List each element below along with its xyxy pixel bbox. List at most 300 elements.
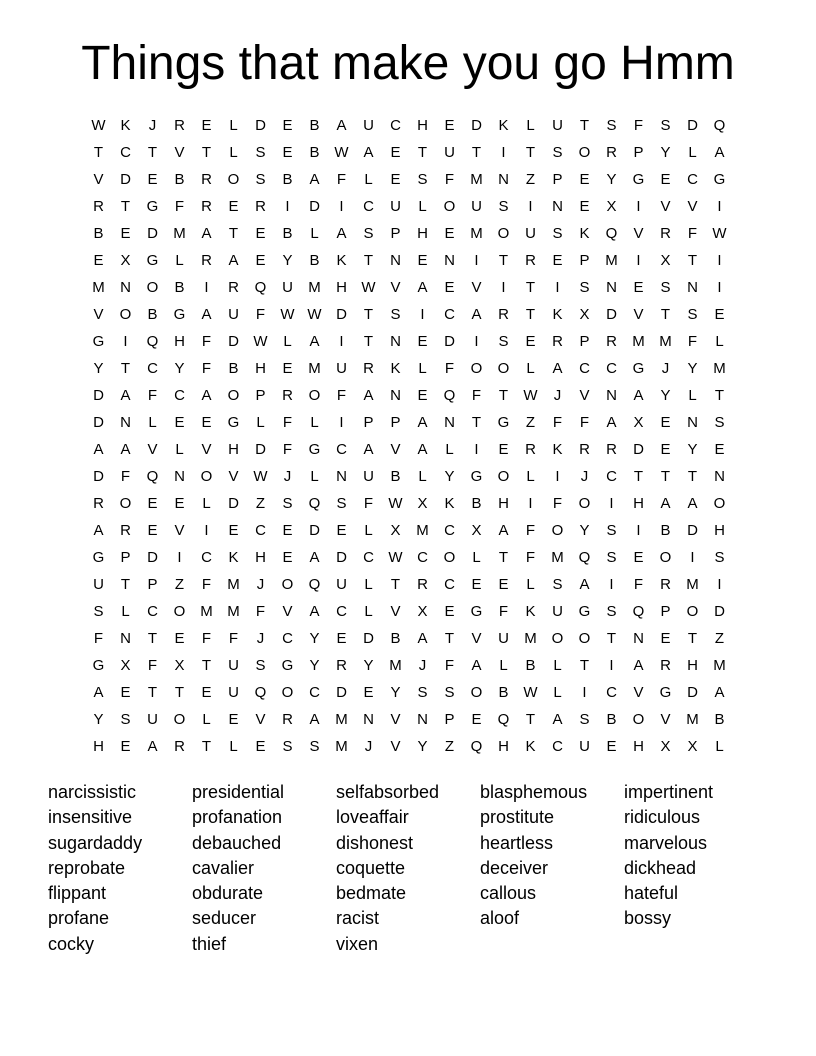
grid-letter: I	[555, 279, 560, 296]
grid-letter: A	[201, 306, 212, 323]
grid-letter: N	[444, 252, 455, 269]
grid-letter: Y	[444, 468, 455, 485]
grid-letter: T	[579, 657, 590, 674]
grid-letter: D	[336, 549, 347, 566]
grid-letter: Q	[146, 468, 159, 485]
grid-letter: U	[444, 144, 455, 161]
grid-letter: Z	[525, 171, 536, 188]
grid-letter: R	[201, 252, 212, 269]
grid-letter: Z	[525, 414, 536, 431]
grid-letter: E	[282, 549, 293, 566]
grid-letter: H	[498, 495, 509, 512]
grid-letter: S	[255, 171, 266, 188]
grid-letter: S	[282, 495, 293, 512]
grid-letter: U	[336, 576, 347, 593]
grid-letter: R	[93, 198, 104, 215]
grid-letter: K	[552, 306, 563, 323]
grid-letter: T	[525, 711, 536, 728]
grid-letter: Y	[606, 171, 617, 188]
grid-letter: G	[227, 414, 240, 431]
grid-letter: B	[390, 468, 401, 485]
grid-letter: V	[390, 738, 401, 755]
grid-letter: I	[528, 495, 533, 512]
grid-letter: D	[255, 117, 266, 134]
grid-letter: W	[253, 333, 268, 350]
grid-letter: F	[336, 387, 347, 404]
grid-letter: F	[201, 576, 212, 593]
grid-letter: A	[417, 414, 428, 431]
grid-letter: T	[498, 252, 509, 269]
grid-letter: D	[147, 225, 158, 242]
grid-letter: O	[497, 225, 510, 242]
grid-letter: T	[687, 252, 698, 269]
grid-letter: E	[120, 738, 131, 755]
grid-letter: R	[606, 144, 617, 161]
grid-letter: V	[660, 198, 671, 215]
grid-letter: S	[606, 603, 617, 620]
grid-letter: X	[471, 522, 482, 539]
word-list-item: dishonest	[336, 832, 414, 853]
grid-letter: B	[525, 657, 536, 674]
grid-letter: B	[606, 711, 617, 728]
grid-letter: E	[228, 198, 239, 215]
grid-letter: D	[471, 117, 482, 134]
grid-letter: I	[501, 279, 506, 296]
grid-letter: L	[526, 468, 535, 485]
grid-letter: I	[123, 333, 128, 350]
word-list-item: cavalier	[192, 857, 255, 878]
grid-letter: J	[148, 117, 157, 134]
grid-letter: T	[228, 225, 239, 242]
grid-letter: E	[471, 711, 482, 728]
grid-letter: G	[470, 468, 483, 485]
grid-letter: F	[525, 549, 536, 566]
grid-letter: S	[552, 144, 563, 161]
grid-letter: O	[470, 684, 483, 701]
grid-letter: D	[363, 630, 374, 647]
grid-row	[85, 409, 733, 436]
grid-letter: R	[579, 441, 590, 458]
grid-letter: L	[418, 198, 427, 215]
grid-letter: O	[173, 603, 186, 620]
word-list-item: impertinent	[624, 782, 714, 802]
grid-letter: E	[255, 738, 266, 755]
grid-letter: E	[93, 252, 104, 269]
grid-letter: Z	[255, 495, 266, 512]
grid-letter: M	[713, 360, 726, 377]
grid-letter: F	[174, 198, 185, 215]
grid-letter: L	[364, 603, 373, 620]
grid-letter: F	[147, 657, 158, 674]
grid-letter: G	[713, 171, 726, 188]
grid-letter: Z	[174, 576, 185, 593]
word-list-item: hateful	[624, 883, 679, 904]
grid-letter: E	[120, 225, 131, 242]
grid-letter: X	[660, 738, 671, 755]
grid-letter: S	[579, 711, 590, 728]
grid-letter: C	[147, 603, 158, 620]
grid-letter: E	[444, 225, 455, 242]
grid-letter: Y	[660, 144, 671, 161]
grid-letter: B	[174, 279, 185, 296]
grid-letter: H	[255, 549, 266, 566]
grid-letter: L	[175, 441, 184, 458]
grid-letter: B	[282, 225, 293, 242]
grid-letter: P	[579, 333, 590, 350]
grid-letter: P	[579, 252, 590, 269]
grid-letter: R	[282, 387, 293, 404]
grid-letter: E	[606, 738, 617, 755]
grid-letter: E	[174, 414, 185, 431]
grid-letter: M	[470, 171, 483, 188]
grid-letter: L	[445, 441, 454, 458]
grid-letter: W	[280, 306, 295, 323]
grid-letter: E	[498, 441, 509, 458]
word-list-column	[48, 780, 192, 957]
grid-letter: A	[309, 333, 320, 350]
grid-letter: L	[364, 576, 373, 593]
grid-letter: N	[714, 468, 725, 485]
word-list-item: ridiculous	[624, 807, 701, 828]
grid-letter: R	[255, 198, 266, 215]
grid-letter: C	[120, 144, 131, 161]
grid-letter: I	[609, 576, 614, 593]
grid-letter: F	[93, 630, 104, 647]
grid-letter: D	[120, 171, 131, 188]
word-list-column	[192, 780, 336, 957]
grid-letter: C	[444, 522, 455, 539]
grid-letter: T	[525, 279, 536, 296]
grid-letter: P	[147, 576, 158, 593]
grid-letter: L	[526, 576, 535, 593]
grid-letter: D	[687, 117, 698, 134]
grid-letter: P	[120, 549, 131, 566]
grid-letter: G	[308, 441, 321, 458]
grid-letter: S	[606, 522, 617, 539]
grid-letter: T	[120, 576, 131, 593]
grid-letter: T	[363, 333, 374, 350]
grid-letter: G	[497, 414, 510, 431]
grid-letter: D	[228, 333, 239, 350]
grid-row	[85, 112, 733, 139]
grid-letter: C	[147, 360, 158, 377]
grid-letter: A	[309, 711, 320, 728]
grid-letter: A	[606, 414, 617, 431]
grid-row	[85, 274, 733, 301]
word-list-item: profanation	[192, 807, 283, 828]
grid-letter: T	[174, 684, 185, 701]
grid-letter: S	[390, 306, 401, 323]
grid-letter: A	[552, 711, 563, 728]
grid-letter: V	[660, 711, 671, 728]
grid-letter: W	[388, 549, 403, 566]
grid-letter: I	[420, 306, 425, 323]
grid-letter: T	[93, 144, 104, 161]
grid-letter: F	[201, 360, 212, 377]
grid-letter: R	[525, 441, 536, 458]
grid-letter: F	[444, 657, 455, 674]
grid-letter: F	[552, 495, 563, 512]
grid-letter: L	[553, 684, 562, 701]
grid-letter: G	[146, 252, 159, 269]
grid-letter: V	[633, 306, 644, 323]
grid-letter: R	[660, 225, 671, 242]
grid-letter: T	[363, 306, 374, 323]
grid-letter: V	[390, 279, 401, 296]
grid-letter: T	[579, 117, 590, 134]
grid-letter: A	[633, 387, 644, 404]
grid-letter: J	[553, 387, 562, 404]
grid-letter: E	[417, 333, 428, 350]
grid-letter: T	[525, 144, 536, 161]
grid-letter: O	[119, 495, 132, 512]
grid-row	[85, 652, 733, 679]
grid-letter: Q	[254, 279, 267, 296]
grid-letter: G	[281, 657, 294, 674]
grid-letter: I	[717, 279, 722, 296]
grid-letter: I	[204, 522, 209, 539]
grid-letter: E	[390, 171, 401, 188]
grid-letter: A	[363, 387, 374, 404]
grid-letter: S	[606, 117, 617, 134]
grid-letter: L	[715, 738, 724, 755]
grid-letter: L	[229, 144, 238, 161]
grid-letter: Y	[390, 684, 401, 701]
grid-letter: B	[93, 225, 104, 242]
grid-letter: M	[470, 225, 483, 242]
grid-letter: T	[363, 252, 374, 269]
grid-letter: K	[525, 603, 536, 620]
grid-letter: A	[120, 387, 131, 404]
grid-letter: R	[660, 576, 671, 593]
grid-letter: P	[390, 225, 401, 242]
grid-letter: T	[660, 468, 671, 485]
grid-letter: K	[525, 738, 536, 755]
grid-letter: S	[444, 684, 455, 701]
grid-row	[85, 301, 733, 328]
word-list-item: prostitute	[480, 807, 555, 828]
grid-letter: L	[364, 171, 373, 188]
grid-letter: O	[308, 387, 321, 404]
grid-letter: Y	[363, 657, 374, 674]
grid-letter: O	[227, 387, 240, 404]
grid-letter: X	[417, 495, 428, 512]
word-list-item: debauched	[192, 832, 282, 853]
word-list-item: vixen	[336, 933, 379, 954]
word-list	[48, 780, 768, 957]
grid-letter: S	[714, 549, 725, 566]
grid-letter: E	[228, 522, 239, 539]
grid-letter: R	[498, 306, 509, 323]
grid-letter: R	[174, 117, 185, 134]
grid-letter: K	[579, 225, 590, 242]
grid-letter: B	[660, 522, 671, 539]
grid-letter: E	[228, 711, 239, 728]
grid-letter: U	[363, 468, 374, 485]
grid-letter: I	[339, 414, 344, 431]
grid-letter: Q	[605, 225, 618, 242]
grid-letter: D	[255, 441, 266, 458]
grid-letter: T	[120, 360, 131, 377]
grid-letter: E	[120, 684, 131, 701]
word-list-item: reprobate	[48, 857, 126, 878]
grid-letter: C	[336, 441, 347, 458]
grid-letter: H	[633, 738, 644, 755]
grid-letter: X	[606, 198, 617, 215]
grid-letter: Q	[497, 711, 510, 728]
grid-letter: J	[364, 738, 373, 755]
grid-letter: H	[417, 117, 428, 134]
grid-letter: R	[228, 279, 239, 296]
grid-letter: T	[147, 684, 158, 701]
grid-letter: L	[256, 414, 265, 431]
grid-letter: U	[471, 198, 482, 215]
grid-letter: S	[417, 684, 428, 701]
word-list-item: profane	[48, 908, 110, 929]
grid-letter: O	[578, 630, 591, 647]
grid-letter: G	[659, 684, 672, 701]
grid-letter: E	[255, 252, 266, 269]
grid-letter: W	[712, 225, 727, 242]
grid-letter: C	[444, 306, 455, 323]
grid-letter: E	[714, 441, 725, 458]
grid-letter: C	[606, 468, 617, 485]
grid-row	[85, 490, 733, 517]
grid-letter: T	[633, 468, 644, 485]
grid-letter: I	[528, 198, 533, 215]
grid-letter: D	[606, 306, 617, 323]
grid-letter: J	[256, 630, 265, 647]
grid-letter: E	[444, 603, 455, 620]
grid-letter: F	[201, 333, 212, 350]
grid-letter: E	[336, 522, 347, 539]
grid-letter: U	[498, 630, 509, 647]
grid-letter: N	[444, 414, 455, 431]
grid-letter: D	[336, 684, 347, 701]
grid-letter: W	[253, 468, 268, 485]
grid-row	[85, 517, 733, 544]
grid-letter: F	[633, 576, 644, 593]
grid-letter: D	[633, 441, 644, 458]
grid-letter: O	[551, 630, 564, 647]
grid-letter: U	[228, 657, 239, 674]
word-list-item: presidential	[192, 782, 285, 802]
grid-letter: F	[687, 333, 698, 350]
grid-letter: B	[282, 171, 293, 188]
grid-letter: M	[659, 333, 672, 350]
grid-letter: V	[633, 225, 644, 242]
grid-letter: E	[201, 117, 212, 134]
grid-letter: B	[174, 171, 185, 188]
grid-letter: X	[174, 657, 185, 674]
grid-letter: B	[309, 144, 320, 161]
grid-letter: A	[579, 576, 590, 593]
grid-letter: I	[636, 522, 641, 539]
grid-letter: Y	[174, 360, 185, 377]
grid-letter: A	[309, 603, 320, 620]
grid-letter: F	[336, 171, 347, 188]
grid-letter: G	[146, 198, 159, 215]
grid-letter: K	[120, 117, 131, 134]
grid-letter: I	[636, 252, 641, 269]
grid-letter: A	[120, 441, 131, 458]
grid-letter: C	[606, 684, 617, 701]
grid-letter: R	[363, 360, 374, 377]
grid-letter: M	[308, 360, 321, 377]
grid-letter: T	[417, 144, 428, 161]
grid-letter: N	[336, 468, 347, 485]
grid-letter: I	[339, 333, 344, 350]
grid-letter: Q	[470, 738, 483, 755]
grid-letter: M	[551, 549, 564, 566]
grid-letter: D	[444, 333, 455, 350]
grid-letter: H	[174, 333, 185, 350]
grid-letter: M	[632, 333, 645, 350]
grid-letter: A	[336, 225, 347, 242]
grid-letter: I	[690, 549, 695, 566]
grid-row	[85, 139, 733, 166]
grid-row	[85, 679, 733, 706]
grid-letter: G	[92, 657, 105, 674]
grid-letter: G	[92, 333, 105, 350]
page-title: Things that make you go Hmm	[81, 37, 735, 90]
grid-letter: M	[389, 657, 402, 674]
grid-letter: E	[282, 144, 293, 161]
grid-letter: N	[606, 279, 617, 296]
grid-letter: P	[255, 387, 266, 404]
grid-row	[85, 166, 733, 193]
grid-letter: E	[633, 549, 644, 566]
word-list-item: aloof	[480, 908, 520, 929]
grid-letter: M	[227, 603, 240, 620]
grid-letter: S	[579, 279, 590, 296]
grid-letter: S	[282, 738, 293, 755]
grid-letter: C	[363, 198, 374, 215]
grid-letter: C	[309, 684, 320, 701]
grid-letter: T	[147, 144, 158, 161]
grid-letter: O	[659, 549, 672, 566]
grid-letter: L	[148, 414, 157, 431]
word-list-item: loveaffair	[336, 807, 409, 828]
grid-letter: U	[552, 117, 563, 134]
grid-letter: N	[390, 252, 401, 269]
grid-letter: I	[474, 333, 479, 350]
grid-letter: L	[310, 414, 319, 431]
grid-letter: A	[417, 630, 428, 647]
grid-letter: V	[255, 711, 266, 728]
grid-letter: X	[633, 414, 644, 431]
grid-letter: D	[228, 495, 239, 512]
grid-letter: M	[713, 657, 726, 674]
grid-letter: C	[282, 630, 293, 647]
grid-letter: X	[417, 603, 428, 620]
grid-letter: Y	[93, 711, 104, 728]
grid-letter: S	[255, 144, 266, 161]
grid-letter: O	[578, 144, 591, 161]
grid-letter: R	[282, 711, 293, 728]
grid-letter: E	[579, 171, 590, 188]
grid-letter: H	[498, 738, 509, 755]
word-list-item: sugardaddy	[48, 832, 143, 853]
grid-letter: Y	[309, 630, 320, 647]
grid-letter: U	[552, 603, 563, 620]
grid-letter: E	[282, 360, 293, 377]
grid-row	[85, 733, 733, 760]
grid-letter: C	[336, 603, 347, 620]
word-list-item: cocky	[48, 933, 95, 954]
word-list-item: seducer	[192, 908, 257, 929]
grid-letter: Y	[687, 360, 698, 377]
